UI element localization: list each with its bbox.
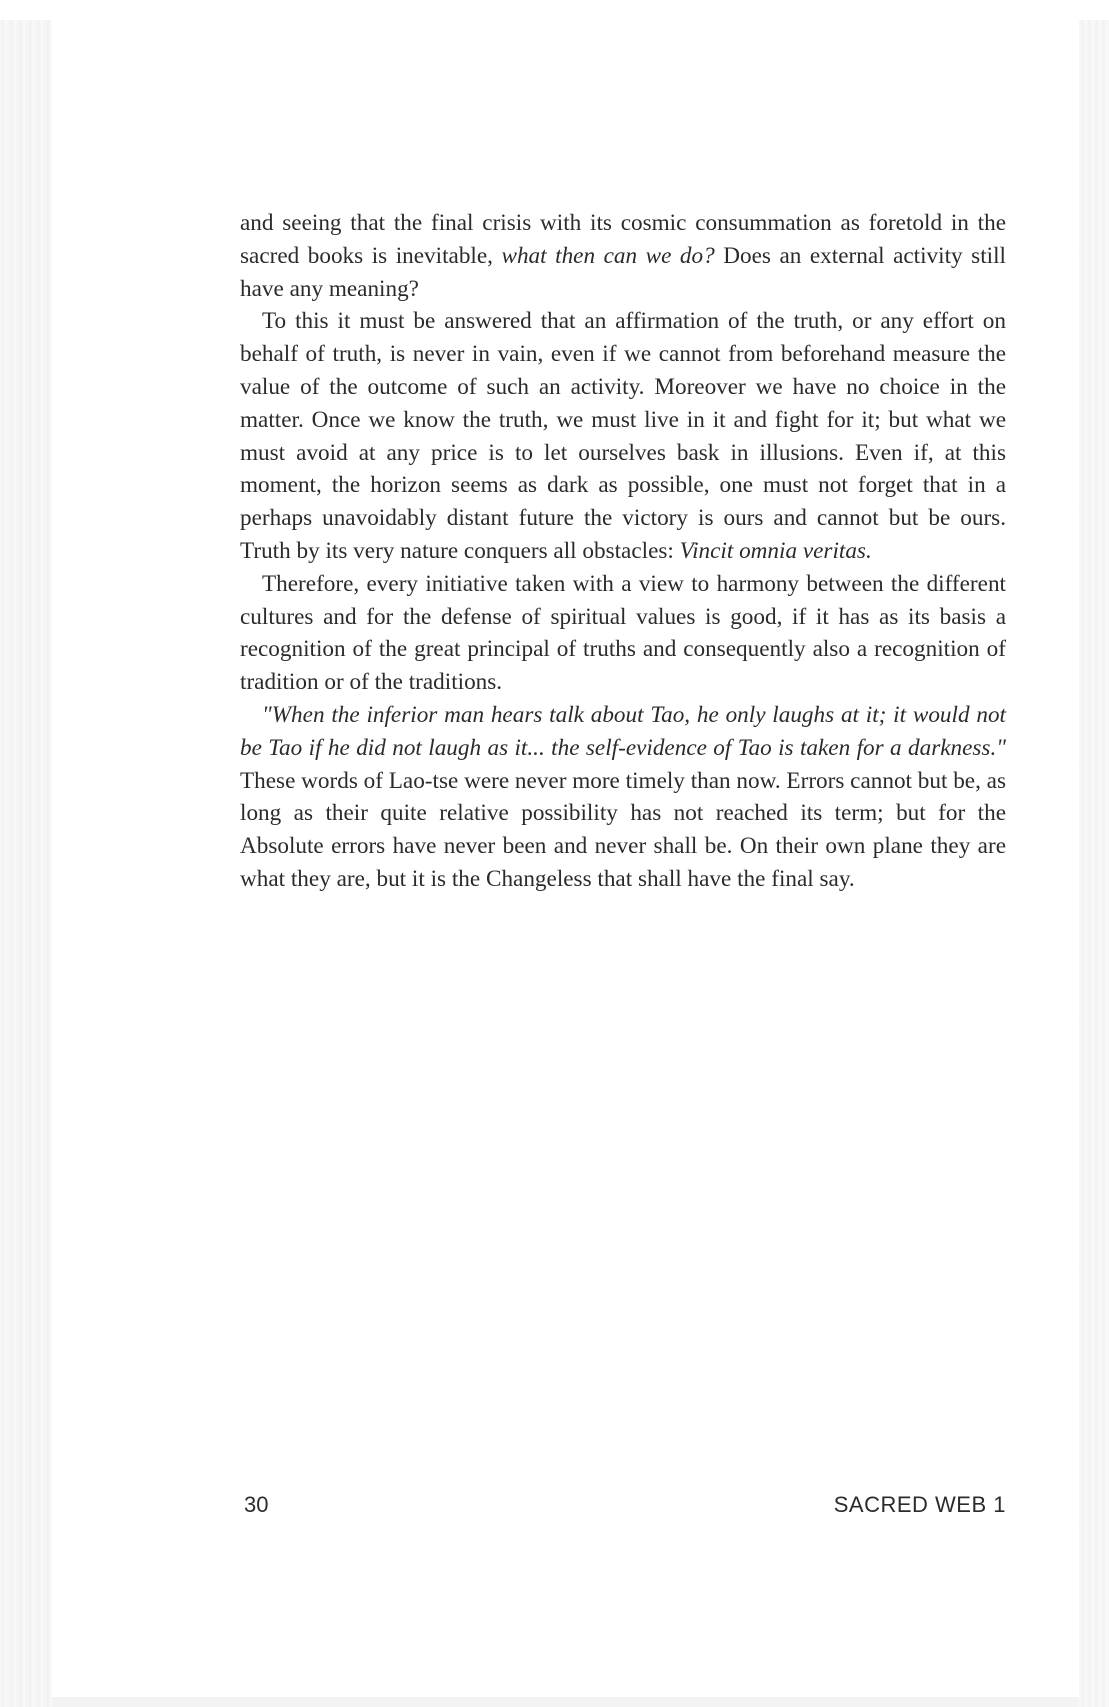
text-run: Does an external activity still have any meaning? (240, 242, 1006, 302)
text-run: These words of Lao-tse were never more timely than now. Errors cannot but be, as long as their quite relative possibility has not reached its term; but for the Absolute errors have never been and never shall be. On their own plane they are what they are, but it is the Changeless that shall have the final say. (240, 767, 1007, 892)
page-edge-right (1079, 20, 1109, 1707)
text-run: To this it must be answered that an affirmation of the truth, or any effort on behalf of truth, is never in vain, even if we cannot from beforehand measure the value of the outcome of such an activity. Moreover we have no choice in the matter. Once we know the truth, we must live in it and fight for it; but what we must avoid at any price is to let ourselves bask in illusions. Even if, at this moment, the horizon seems as dark as possible, one must not forget that in a perhaps unavoidably distant future the victory is ours and cannot but be ours. Truth by its very nature conquers all obstacles: (240, 308, 1006, 564)
page-edge-bottom (52, 1697, 1079, 1707)
body-text (240, 207, 1006, 896)
italic-quote: "When the inferior man hears talk about Tao, he only laughs at it; it would not be Tao if he did not laugh as it... the self-evidence of Tao is taken for a darkness." (240, 701, 1006, 761)
paragraph (240, 568, 1006, 699)
page-number: 30 (244, 1492, 269, 1517)
paragraph (240, 207, 1006, 305)
italic-run: what then can we do? (501, 242, 715, 269)
text-run: Therefore, every initiative taken with a view to harmony between the different cultures and for the defense of spiritual values is good, if it has as its basis a recognition of the great principal of truths and consequently also a recognition of tradition or of the traditions. (240, 570, 1006, 696)
text-run: and seeing that the final crisis with its cosmic consummation as foretold in the sacred books is inevitable, (240, 210, 1006, 269)
running-footer-title: SACRED WEB 1 (833, 1492, 1006, 1517)
paragraph (240, 699, 1006, 896)
page-edge-left (0, 20, 52, 1707)
paragraph (240, 305, 1006, 567)
italic-run: Vincit omnia veritas. (679, 537, 872, 564)
